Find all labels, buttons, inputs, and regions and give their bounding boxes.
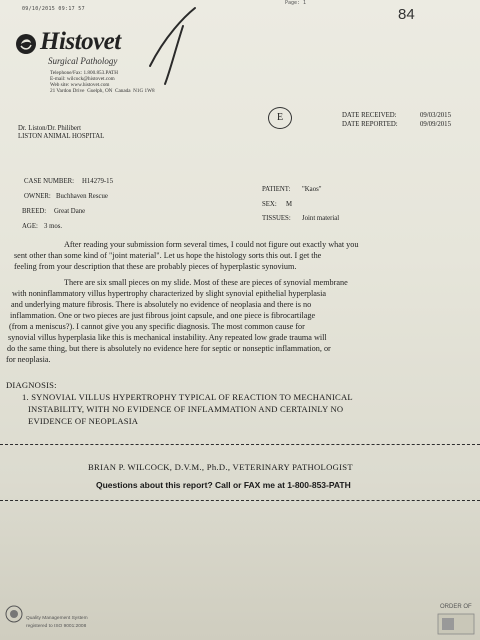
tissues-value: Joint material (302, 215, 340, 222)
diagnosis-line: 1. SYNOVIAL VILLUS HYPERTROPHY TYPICAL OF REACTION TO MECHANICAL (22, 392, 353, 402)
report-line: After reading your submission form several times, I could not figure out exactly what you (64, 240, 359, 249)
sex-label: SEX: (262, 201, 277, 208)
handwritten-number: 84 (398, 6, 415, 23)
diagnosis-line: EVIDENCE OF NEOPLASIA (28, 416, 139, 426)
logo-tagline: Surgical Pathology (48, 56, 118, 66)
logo-mark-icon (14, 32, 38, 56)
age-value: 3 mos. (44, 223, 63, 230)
age-label: AGE: (22, 223, 38, 230)
owner-value: Buchhaven Rescue (56, 193, 108, 200)
patient-value: "Kaos" (302, 186, 322, 193)
tissues-label: TISSUES: (262, 215, 291, 222)
report-line: and underlying mature fibrosis. There is absolutely no evidence of neoplasia and there is no (11, 300, 312, 309)
date-reported-label: DATE REPORTED: (342, 121, 398, 128)
report-line: feeling from your description that these are probably pieces of hyperplastic synovium. (14, 262, 297, 271)
questions-line: Questions about this report? Call or FAX me at 1-800-853-PATH (96, 480, 351, 490)
iso-seal-icon (4, 604, 24, 624)
report-line: inflammation. One or two pieces are just fibrous joint capsule, and one piece is fibrocartilage (10, 311, 316, 320)
report-line: for neoplasia. (6, 355, 51, 364)
case-number-label: CASE NUMBER: (24, 178, 75, 185)
logo-text: Histovet (40, 28, 121, 55)
report-line: do the same thing, but there is absolutely no evidence here for septic or nonseptic inflammation, or (7, 344, 331, 353)
report-line: sent other than some kind of "joint material". Let us hope the histology sorts this out. I get the (14, 251, 322, 260)
contact-phone: Telephone/Fax: 1.800.853.PATH (50, 70, 119, 76)
report-line: synovial villus hyperplasia like this is mechanical instability. Any repeated low grade trauma will (8, 333, 327, 342)
breed-label: BREED: (22, 208, 47, 215)
case-number-value: H14279-15 (82, 178, 113, 185)
report-line: with noninflammatory villus hypertrophy characterized by slight synovial epithelial hyperplasia (12, 289, 326, 298)
contact-block (50, 70, 155, 94)
clinic-name: LISTON ANIMAL HOSPITAL (18, 133, 105, 140)
diagnosis-heading: DIAGNOSIS: (6, 380, 57, 390)
owner-label: OWNER: (24, 193, 51, 200)
date-received-label: DATE RECEIVED: (342, 112, 397, 119)
breed-value: Great Dane (54, 208, 86, 215)
sex-value: M (286, 201, 293, 208)
circled-letter-mark: E (268, 107, 292, 129)
date-received-value: 09/03/2015 (420, 112, 451, 119)
date-reported-value: 09/09/2015 (420, 121, 451, 128)
contact-address: 21 Vardon Drive Guelph, ON Canada N1G 1W8 (50, 88, 155, 94)
report-line: (from a meniscus?). I cannot give you any specific diagnosis. The most common cause for (9, 322, 305, 331)
award-seal-icon (436, 612, 476, 636)
section-divider (0, 500, 480, 501)
page-label: Page: 1 (285, 0, 307, 6)
fax-header-line: 09/10/2015 09:17 57 (22, 6, 85, 12)
patient-label: PATIENT: (262, 186, 291, 193)
section-divider (0, 444, 480, 445)
report-line: There are six small pieces on my slide. Most of these are pieces of synovial membrane (64, 278, 348, 287)
diagnosis-line: INSTABILITY, WITH NO EVIDENCE OF INFLAMMATION AND CERTAINLY NO (28, 404, 344, 414)
doctor-name: Dr. Liston/Dr. Philibert (18, 125, 82, 132)
qms-line: Quality Management System (26, 616, 88, 621)
contact-email: E-mail: wilcock@histovet.com (50, 76, 115, 82)
iso-line: registered to ISO 9001:2008 (26, 624, 87, 629)
order-label: ORDER OF (440, 604, 472, 610)
contact-website: Web site: www.histovet.com (50, 82, 110, 88)
pathologist-name: BRIAN P. WILCOCK, D.V.M., Ph.D., VETERINARY PATHOLOGIST (88, 462, 353, 472)
